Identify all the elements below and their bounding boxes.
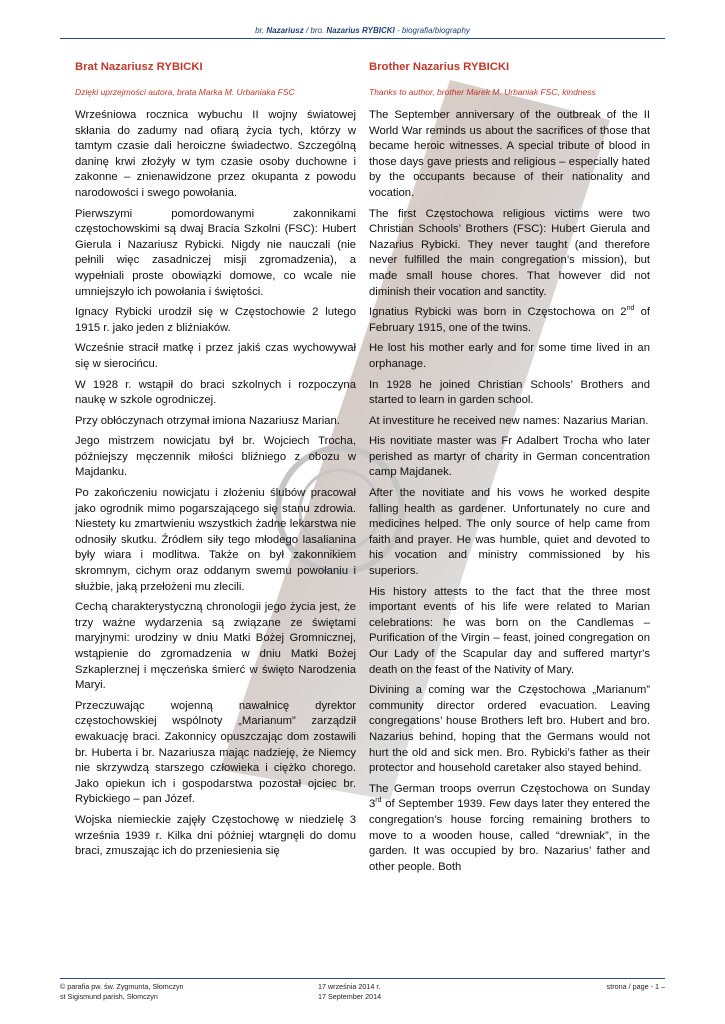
polish-credit: Dzięki uprzejmości autora, brata Marka M. Urbaniaka FSC: [75, 87, 295, 97]
paragraph: His history attests to the fact that the three most important events of his life were related to Marian celebrations: he was born on the Candlemas – Purification of the Virgin – feast, joined congregation on Our Lady of the Scapular day and suffered martyr's death on the feast of the Nativity of Mary.: [369, 585, 650, 676]
header-rule: [60, 38, 665, 39]
footer-rule: [60, 978, 665, 979]
paragraph: Cechą charakterystyczną chronologii jego życia jest, że trzy ważne wydarzenia są związane ze świętami maryjnymi: urodziny w dniu Matki Bożej Gromnicznej, wstąpienie do zgromadzenia w dniu Matki Bożej Szkaplerznej i męczeńska śmierć w święto Narodzenia Maryi.: [75, 601, 356, 692]
english-column: [369, 58, 650, 880]
paragraph: Po zakończeniu nowicjatu i złożeniu ślubów pracował jako ogrodnik mimo pogarszającego się stanu zdrowia. Niestety ku zmartwieniu wszystkich żadne lekarstwa nie odnosiły skutku. Źródłem siły tego młodego lasalianina były wiara i modlitwa. Także on był zakonnikiem skromnym, cichym oraz oddanym swemu powołaniu i służbie, jaką przełożeni mu zlecili.: [75, 487, 356, 593]
paragraph: Wojska niemieckie zajęły Częstochowę w niedzielę 3 września 1939 r. Kilka dni później wtargnęli do domu braci, zmuszając ich do przeniesienia się: [75, 813, 356, 858]
footer-copyright: © parafia pw. św. Zygmunta, Słomczyn st Sigismund parish, Słomczyn: [60, 982, 184, 1001]
paragraph: At investiture he received new names: Nazarius Marian.: [369, 414, 649, 427]
footer-page-number: strona / page - 1 –: [606, 982, 665, 991]
footer-date: 17 września 2014 r. 17 September 2014: [318, 982, 382, 1001]
paragraph: Pierwszymi pomordowanymi zakonnikami częstochowskimi są dwaj Bracia Szkolni (FSC): Hubert Gierula i Nazariusz Rybicki. Nigdy nie nauczali (nie pełnili więc zasadniczej misji zgromadzenia), a wypełniali proste obowiązki domowe, co wcale nie umniejszyło ich powołania i świętości.: [75, 207, 356, 298]
paragraph: The September anniversary of the outbreak of the II World War reminds us about the sacrifices of those that became heroic witnesses. A special tribute of blood in those days gave priests and religious – especially hated by the occupants because of their nationality and vocation.: [369, 109, 650, 199]
paragraph: Wcześnie stracił matkę i przez jakiś czas wychowywał się w sierocińcu.: [75, 342, 356, 370]
english-title: Brother Nazarius RYBICKI: [369, 61, 510, 73]
paragraph: He lost his mother early and for some time lived in an orphanage.: [369, 342, 650, 370]
page-header: br. Nazariusz / bro. Nazarius RYBICKI - biografia/biography: [255, 26, 470, 35]
paragraph: Ignacy Rybicki urodził się w Częstochowie 2 lutego 1915 r. jako jeden z bliźniaków.: [75, 306, 356, 334]
paragraph: Przeczuwając wojenną nawałnicę dyrektor częstochowskiej wspólnoty „Marianum” zarządził ewakuację braci. Zakonnicy opuszczając dom zostawili br. Huberta i br. Nazariusza mając nadzieję, że Niemcy nie skrzywdzą starszego człowieka i ciężko chorego. Jako opiekun ich i gospodarstwa pozostał ojciec br. Rybickiego – pan Józef.: [75, 699, 356, 806]
paragraph: The German troops overrun Częstochowa on Sunday 3rd of September 1939. Few days later they entered the congregation’s house forcing remaining brothers to move to a wooden house, called “drewniak”, in the garden. It was occupied by bro. Nazarius’ father and other people. Both: [369, 782, 650, 873]
paragraph: His novitiate master was Fr Adalbert Trocha who later perished as martyr of charity in German concentration camp Majdanek.: [369, 435, 650, 479]
paragraph: Divining a coming war the Częstochowa „Marianum” community director ordered evacuation. Leaving congregations’ house Brothers left bro. Hubert and bro. Nazarius behind, hoping that the Germans would not hurt the old and sick men. Bro. Rybicki’s father as their protector and household caretaker also stayed behind.: [369, 684, 650, 775]
paragraph: Ignatius Rybicki was born in Częstochowa on 2nd of February 1915, one of the twins.: [369, 305, 651, 334]
paragraph: Jego mistrzem nowicjatu był br. Wojciech Trocha, późniejszy męczennik miłości bliźniego z obozu w Majdanku.: [75, 435, 356, 479]
paragraph: In 1928 he joined Christian Schools’ Brothers and started to learn in garden school.: [369, 378, 650, 407]
paragraph: After the novitiate and his vows he worked despite falling health as gardener. Unfortunately no cure and medicines helped. The only source of help came from faith and prayer. He was humble, quiet and devoted to his vocation and ministry commissioned by his superiors.: [369, 487, 650, 578]
paragraph: Wrześniowa rocznica wybuchu II wojny światowej skłania do zadumy nad ofiarą życia tych, którzy w tamtym czasie dali heroiczne świadectwo. Szczególną daninę krwi złożyły w tym czasie osoby duchowne i zakonne – znienawidzone przez okupanta z powodu narodowości i swego powołania.: [75, 109, 356, 199]
paragraph: W 1928 r. wstąpił do braci szkolnych i rozpoczyna naukę w szkole ogrodniczej.: [75, 378, 356, 407]
paragraph: Przy obłóczynach otrzymał imiona Nazariusz Marian.: [75, 414, 340, 427]
paragraph: The first Częstochowa religious victims were two Christian Schools’ Brothers (FSC): Hubert Gierula and Nazarius Rybicki. They never taught (and therefore never fulfilled the main congregation’s mission), but made small house chores. That however did not diminish their vocation and sanctity.: [369, 207, 650, 298]
english-credit: Thanks to author, brother Marek M. Urbaniak FSC, kindness: [369, 87, 596, 97]
polish-column: [75, 58, 356, 865]
polish-title: Brat Nazariusz RYBICKI: [75, 61, 203, 73]
